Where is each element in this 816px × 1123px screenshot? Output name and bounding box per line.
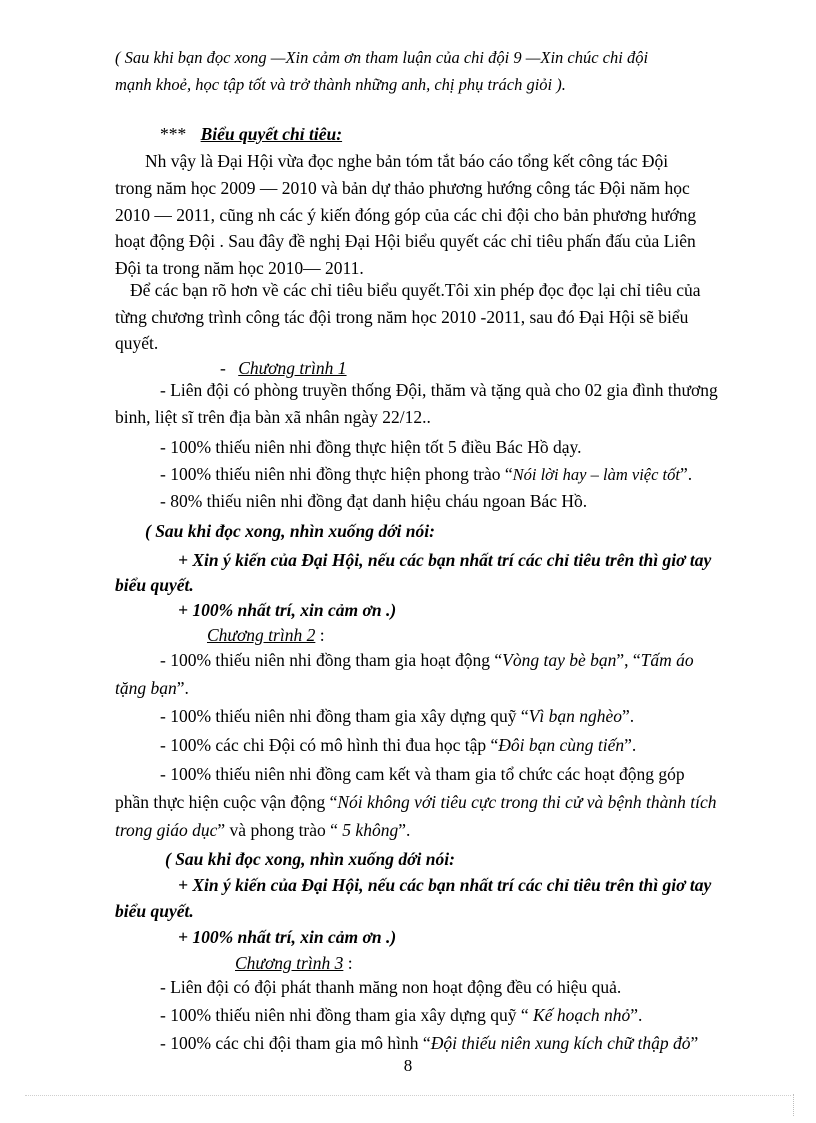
program3-title-line: Chương trình 3 : — [235, 953, 353, 973]
program3-title: Chương trình 3 — [235, 953, 344, 973]
section-heading — [160, 122, 342, 146]
para1-line-4: hoạt động Đội . Sau đây đề nghị Đại Hội biểu quyết các chỉ tiêu phấn đấu của Liên — [115, 231, 696, 251]
para2-line-3: quyết. — [115, 333, 159, 353]
program1-item-4: - 80% thiếu niên nhi đồng đạt danh hiệu cháu ngoan Bác Hồ. — [160, 491, 588, 511]
vote1-line-2: + Xin ý kiến của Đại Hội, nếu các bạn nhất trí các chỉ tiêu trên thì giơ tay — [178, 550, 712, 570]
program1-item-3: - 100% thiếu niên nhi đồng thực hiện phong trào “Nói lời hay – làm việc tốt”. — [160, 464, 693, 484]
para1-line-2: trong năm học 2009 — 2010 và bản dự thảo phương hướng công tác Đội năm học — [115, 178, 690, 198]
vote2-line-3: biểu quyết. — [115, 901, 194, 921]
para1-line-1: Nh vậy là Đại Hội vừa đọc nghe bản tóm tắt báo cáo tổng kết công tác Đội — [145, 151, 669, 171]
intro-line-1: ( Sau khi bạn đọc xong —Xin cảm ơn tham luận của chi đội 9 —Xin chúc chi đội — [115, 48, 649, 67]
program3-item-b: - 100% thiếu niên nhi đồng tham gia xây dựng quỹ “ Kế hoạch nhỏ”. — [160, 1005, 643, 1025]
program1-item-1: - Liên đội có phòng truyền thống Đội, thăm và tặng quà cho 02 gia đình thương — [160, 380, 718, 400]
para2-line-1: Để các bạn rõ hơn về các chỉ tiêu biểu quyết.Tôi xin phép đọc đọc lại chỉ tiêu của — [130, 280, 701, 300]
vote1-line-4: + 100% nhất trí, xin cảm ơn .) — [178, 600, 397, 620]
page-corner-mark — [793, 1094, 794, 1116]
program2-item-d-cont-2: trong giáo dục” và phong trào “ 5 không”. — [115, 820, 411, 840]
vote2-line-4: + 100% nhất trí, xin cảm ơn .) — [178, 927, 397, 947]
vote1-line-3: biểu quyết. — [115, 575, 194, 595]
heading-title: Biểu quyết chỉ tiêu: — [200, 124, 343, 144]
para1-line-3: 2010 — 2011, cũng nh các ý kiến đóng góp của các chi đội cho bản phương hướng — [115, 205, 697, 225]
para1-line-5: Đội ta trong năm học 2010— 2011. — [115, 258, 364, 278]
intro-line-2: mạnh khoẻ, học tập tốt và trở thành những anh, chị phụ trách giỏi ). — [115, 75, 566, 94]
program1-dash: - — [220, 358, 226, 378]
program2-item-c: - 100% các chi Đội có mô hình thi đua học tập “Đôi bạn cùng tiến”. — [160, 735, 637, 755]
program3-item-c: - 100% các chi đội tham gia mô hình “Đội thiếu niên xung kích chữ thập đỏ” — [160, 1033, 699, 1053]
program2-item-a: - 100% thiếu niên nhi đồng tham gia hoạt động “Vòng tay bè bạn”, “Tấm áo — [160, 650, 694, 670]
program2-item-a-cont: tặng bạn”. — [115, 678, 189, 698]
program2-title-line: Chương trình 2 : — [207, 625, 325, 645]
program1-item-1-cont: binh, liệt sĩ trên địa bàn xã nhân ngày 22/12.. — [115, 407, 431, 427]
program2-item-d: - 100% thiếu niên nhi đồng cam kết và tham gia tổ chức các hoạt động góp — [160, 764, 685, 784]
heading-stars: *** — [160, 124, 187, 144]
program3-item-a: - Liên đội có đội phát thanh măng non hoạt động đều có hiệu quả. — [160, 977, 622, 997]
program2-item-b: - 100% thiếu niên nhi đồng tham gia xây dựng quỹ “Vì bạn nghèo”. — [160, 706, 635, 726]
page-number: 8 — [403, 1056, 413, 1075]
program1-title-line — [220, 356, 347, 380]
vote2-line-2: + Xin ý kiến của Đại Hội, nếu các bạn nhất trí các chỉ tiêu trên thì giơ tay — [178, 875, 712, 895]
page-bottom-divider — [25, 1095, 791, 1096]
program1-item-2: - 100% thiếu niên nhi đồng thực hiện tốt 5 điều Bác Hồ dạy. — [160, 437, 582, 457]
program2-title: Chương trình 2 — [207, 625, 316, 645]
para2-line-2: từng chương trình công tác đội trong năm học 2010 -2011, sau đó Đại Hội sẽ biểu — [115, 307, 689, 327]
program2-item-d-cont-1: phần thực hiện cuộc vận động “Nói không với tiêu cực trong thi cử và bệnh thành tích — [115, 792, 717, 812]
program1-title: Chương trình 1 — [238, 358, 347, 378]
vote1-line-1: ( Sau khi đọc xong, nhìn xuống dới nói: — [145, 521, 435, 541]
program1-item-3-quote: Nói lời hay – làm việc tốt — [512, 465, 680, 484]
vote2-line-1: ( Sau khi đọc xong, nhìn xuống dới nói: — [165, 849, 455, 869]
